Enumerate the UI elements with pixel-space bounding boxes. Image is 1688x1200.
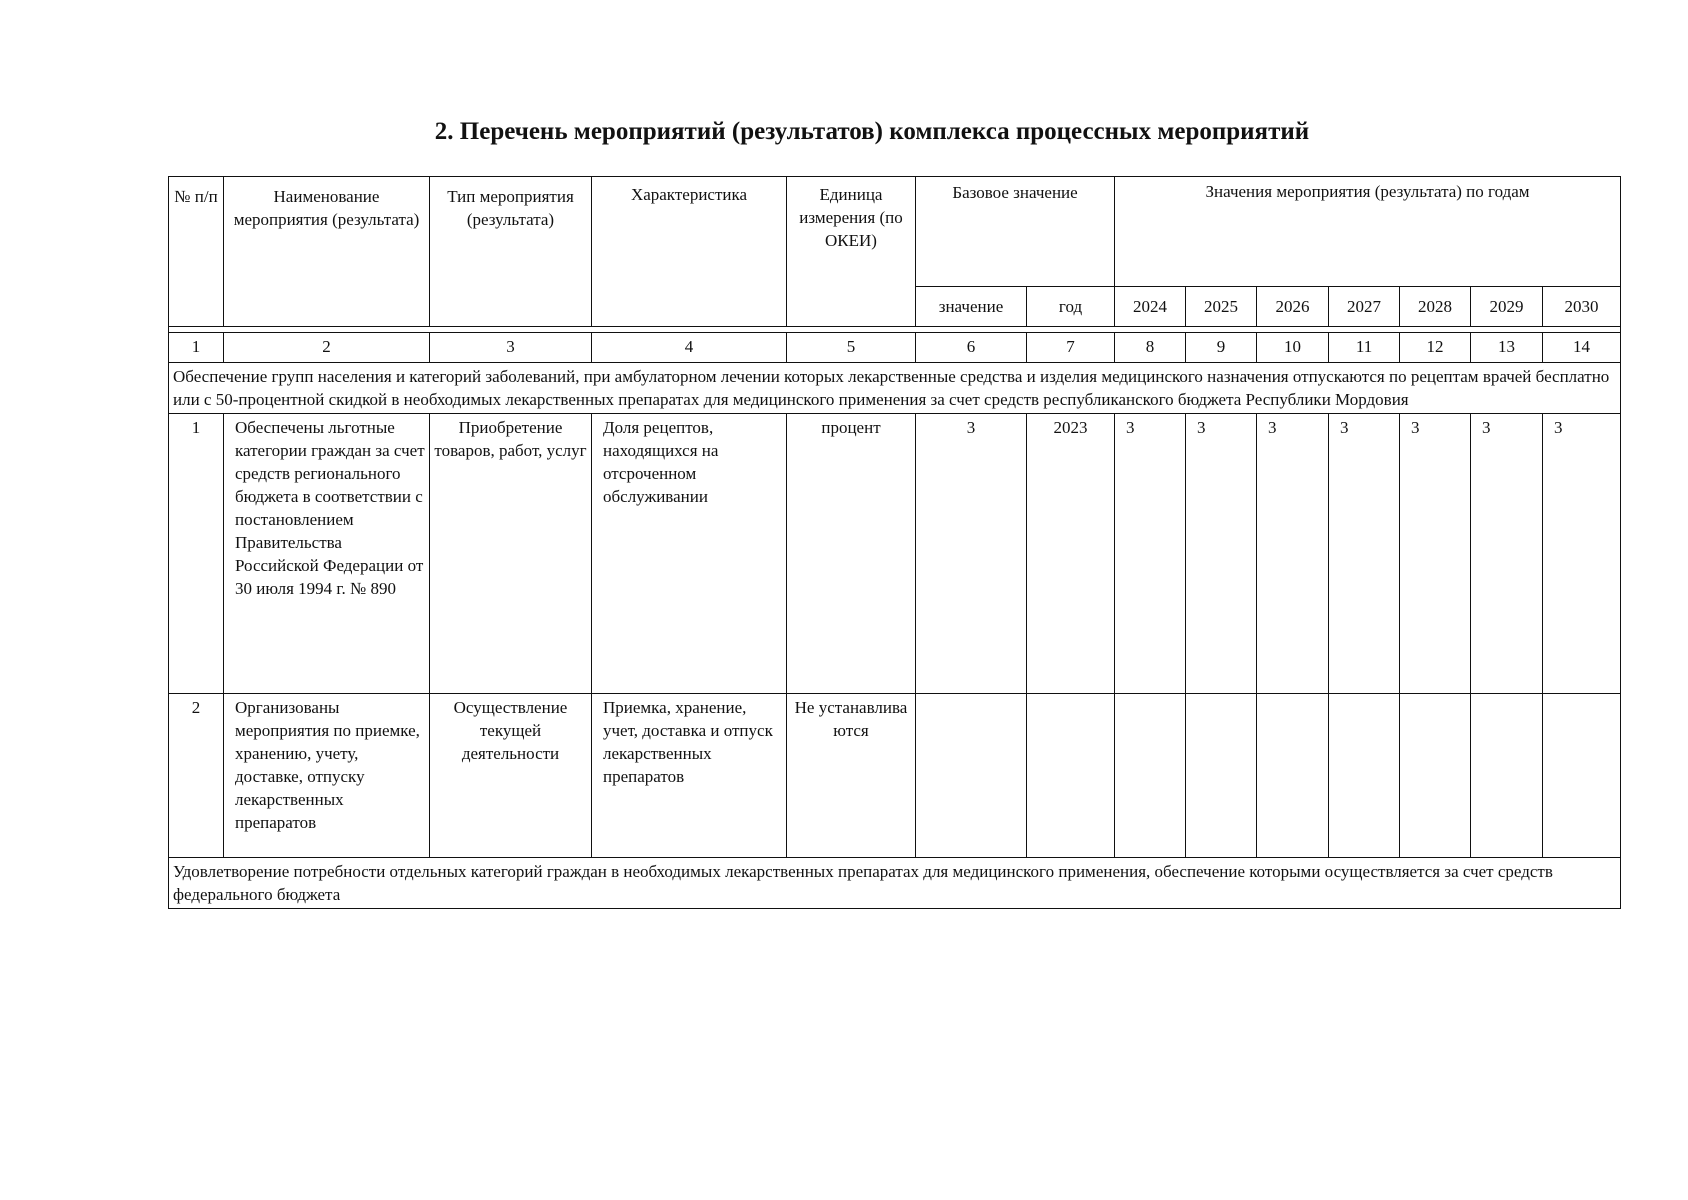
section-row [169,363,1621,414]
column-number: 4 [592,333,787,363]
row-value: 3 [1543,414,1621,694]
row-value [1257,694,1329,858]
column-number: 2 [224,333,430,363]
table-row [169,694,1621,858]
header-year: 2024 [1115,287,1186,327]
header-characteristic: Характеристика [592,177,787,327]
row-base-year [1027,694,1115,858]
row-type: Осуществление текущей деятельности [430,694,592,858]
column-number: 3 [430,333,592,363]
column-number: 1 [169,333,224,363]
header-num: № п/п [169,177,224,327]
row-base-value [916,694,1027,858]
row-name: Организованы мероприятия по приемке, хранению, учету, доставке, отпуску лекарственных препаратов [224,694,430,858]
row-num: 2 [169,694,224,858]
row-unit: процент [787,414,916,694]
row-characteristic: Приемка, хранение, учет, доставка и отпуск лекарственных препаратов [592,694,787,858]
row-value: 3 [1471,414,1543,694]
section-title: Обеспечение групп населения и категорий заболеваний, при амбулаторном лечении которых лекарственные средства и изделия медицинского назначения отпускаются по рецептам врачей бесплатно или с 50-процентной скидкой в необходимых лекарственных препаратах для медицинского применения за счет средств республиканского бюджета Республики Мордовия [169,363,1621,414]
header-year: 2026 [1257,287,1329,327]
header-year: 2028 [1400,287,1471,327]
header-base-value: значение [916,287,1027,327]
header-name: Наименование мероприятия (результата) [224,177,430,327]
row-value [1543,694,1621,858]
column-numbers-row [169,333,1621,363]
row-base-year: 2023 [1027,414,1115,694]
row-unit: Не устанавлива ются [787,694,916,858]
row-value [1329,694,1400,858]
header-year: 2025 [1186,287,1257,327]
column-number: 13 [1471,333,1543,363]
column-number: 9 [1186,333,1257,363]
column-number: 5 [787,333,916,363]
row-value [1186,694,1257,858]
column-number: 12 [1400,333,1471,363]
row-value [1471,694,1543,858]
column-number: 7 [1027,333,1115,363]
section-title: Удовлетворение потребности отдельных категорий граждан в необходимых лекарственных препаратах для медицинского применения, обеспечение которыми осуществляется за счет средств федерального бюджета [169,858,1621,909]
column-number: 10 [1257,333,1329,363]
header-unit: Единица измерения (по ОКЕИ) [787,177,916,327]
row-type: Приобретение товаров, работ, услуг [430,414,592,694]
row-name: Обеспечены льготные категории граждан за счет средств регионального бюджета в соответствии с постановлением Правительства Российской Федерации от 30 июля 1994 г. № 890 [224,414,430,694]
column-number: 8 [1115,333,1186,363]
header-year: 2030 [1543,287,1621,327]
header-year: 2027 [1329,287,1400,327]
row-value [1400,694,1471,858]
row-value: 3 [1400,414,1471,694]
row-num: 1 [169,414,224,694]
header-years-group: Значения мероприятия (результата) по годам [1115,177,1621,287]
row-characteristic: Доля рецептов, находящихся на отсроченном обслуживании [592,414,787,694]
row-value: 3 [1329,414,1400,694]
header-type: Тип мероприятия (результата) [430,177,592,327]
column-number: 6 [916,333,1027,363]
section-row [169,858,1621,909]
row-value: 3 [1257,414,1329,694]
activities-table [168,176,1621,909]
column-number: 11 [1329,333,1400,363]
column-number: 14 [1543,333,1621,363]
header-base: Базовое значение [916,177,1115,287]
row-value: 3 [1115,414,1186,694]
page-title: 2. Перечень мероприятий (результатов) комплекса процессных мероприятий [434,118,1310,145]
row-value: 3 [1186,414,1257,694]
header-year: 2029 [1471,287,1543,327]
row-value [1115,694,1186,858]
header-row [169,177,1621,287]
row-base-value: 3 [916,414,1027,694]
table-row [169,414,1621,694]
header-base-year: год [1027,287,1115,327]
